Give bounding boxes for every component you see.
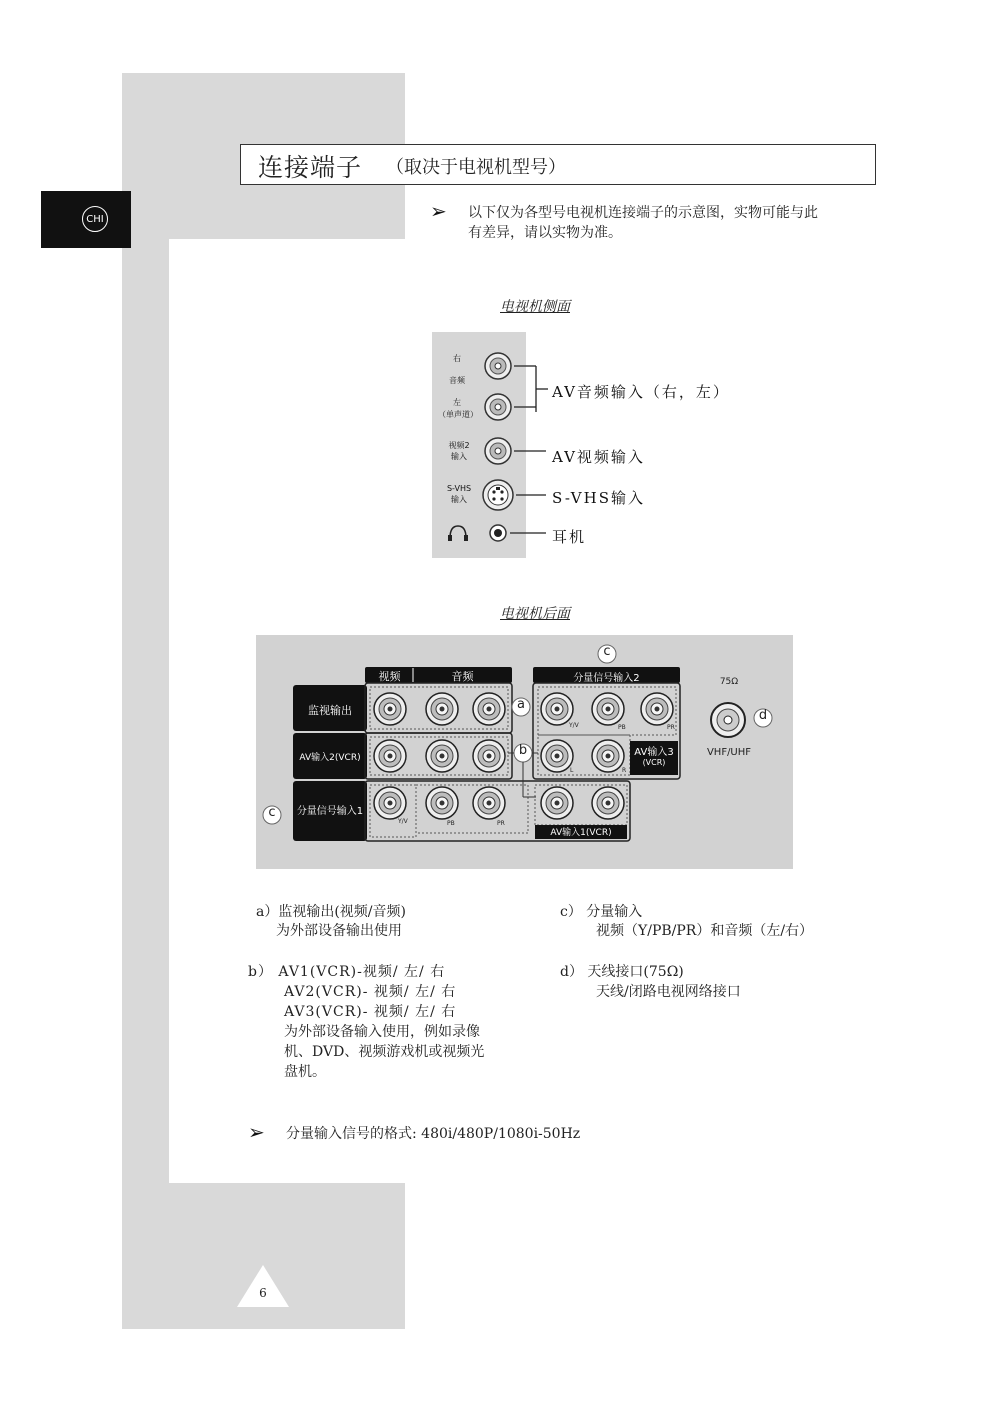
- desc-b-line4: 为外部设备输入使用，例如录像: [284, 1024, 480, 1040]
- mono-label: （单声道）: [438, 410, 478, 419]
- header-video: 视频: [378, 670, 401, 683]
- callout-headphone: 耳机: [552, 528, 587, 546]
- port-l: L: [570, 767, 574, 774]
- gray-band-bottom: [122, 1183, 405, 1329]
- port-r: R: [622, 767, 627, 774]
- format-note-arrow-icon: ➢: [248, 1120, 265, 1144]
- audio-r-label: 右: [453, 354, 461, 363]
- port-pb-1: PB: [447, 820, 455, 827]
- rear-view-caption: 电视机后面: [500, 606, 570, 622]
- desc-c-body: 视频（Y/PB/PR）和音频（左/右）: [596, 923, 814, 939]
- callout-svhs: S-VHS输入: [552, 489, 645, 507]
- label-component1: 分量信号输入1: [296, 806, 364, 817]
- desc-b-line1: b） AV1(VCR)-视频/ 左/ 右: [248, 964, 446, 980]
- label-av-in1: AV输入1(VCR): [550, 828, 612, 838]
- headphone-icon: [448, 526, 468, 541]
- marker-d: d: [758, 708, 768, 723]
- port-yv-1: Y/V: [398, 818, 408, 825]
- marker-c-left: c: [268, 805, 276, 820]
- port-pr-1: PR: [497, 820, 505, 827]
- gray-band-left: [122, 238, 169, 1184]
- label-av-in3-sub: (VCR): [642, 758, 666, 767]
- marker-b: b: [518, 743, 528, 758]
- label-monitor-out: 监视输出: [308, 704, 352, 717]
- desc-b-line5: 机、DVD、视频游戏机或视频光: [284, 1044, 485, 1060]
- page-number: 6: [259, 1286, 267, 1300]
- label-av-in2: AV输入2(VCR): [299, 753, 361, 763]
- label-75ohm: 75Ω: [719, 677, 739, 687]
- svhs-jack: [483, 480, 513, 510]
- desc-a-head: a）监视输出(视频/音频): [256, 904, 406, 920]
- audio-l-label: 左: [453, 398, 461, 407]
- intro-note-line1: 以下仅为各型号电视机连接端子的示意图，实物可能与此: [468, 205, 818, 221]
- format-note: 分量输入信号的格式: 480i/480P/1080i-50Hz: [286, 1126, 581, 1142]
- header-audio: 音频: [451, 670, 474, 683]
- svhs-input-label: 输入: [451, 495, 467, 504]
- label-vhf-uhf: VHF/UHF: [706, 747, 752, 758]
- marker-a: a: [517, 697, 525, 712]
- port-pr-2: PR: [667, 724, 675, 731]
- desc-c-head: c） 分量输入: [560, 904, 643, 920]
- page-title: 连接端子: [258, 153, 363, 182]
- desc-d-head: d） 天线接口(75Ω): [560, 964, 684, 980]
- desc-b-line6: 盘机。: [284, 1064, 326, 1080]
- svhs-label: S-VHS: [446, 484, 472, 493]
- desc-b-line3: AV3(VCR)- 视频/ 左/ 右: [284, 1004, 457, 1020]
- desc-a-body: 为外部设备输出使用: [276, 923, 402, 939]
- audio-r-jack: [485, 353, 511, 379]
- video2-jack: [485, 438, 511, 464]
- video2-input-label: 输入: [451, 452, 467, 461]
- note-arrow-icon: ➢: [430, 199, 447, 223]
- video2-label: 视频2: [448, 441, 470, 450]
- desc-b-line2: AV2(VCR)- 视频/ 左/ 右: [284, 984, 457, 1000]
- callout-av-video: AV视频输入: [552, 448, 645, 466]
- port-yv-2: Y/V: [569, 722, 579, 729]
- page-subtitle: （取决于电视机型号）: [386, 157, 566, 178]
- side-view-caption: 电视机侧面: [500, 299, 570, 315]
- audio-label: 音频: [449, 376, 465, 385]
- callout-av-audio: AV音频输入（右，左）: [552, 383, 730, 401]
- marker-c-top: c: [603, 644, 611, 659]
- intro-note-line2: 有差异，请以实物为准。: [468, 225, 622, 241]
- headphone-jack: [490, 525, 506, 541]
- language-badge: CHI: [82, 206, 108, 232]
- port-pb-2: PB: [618, 724, 626, 731]
- side-connectors: [432, 332, 526, 558]
- desc-d-body: 天线/闭路电视网络接口: [596, 984, 741, 1000]
- header-component2: 分量信号输入2: [573, 673, 640, 684]
- label-av-in3: AV输入3: [634, 747, 674, 758]
- audio-l-jack: [485, 394, 511, 420]
